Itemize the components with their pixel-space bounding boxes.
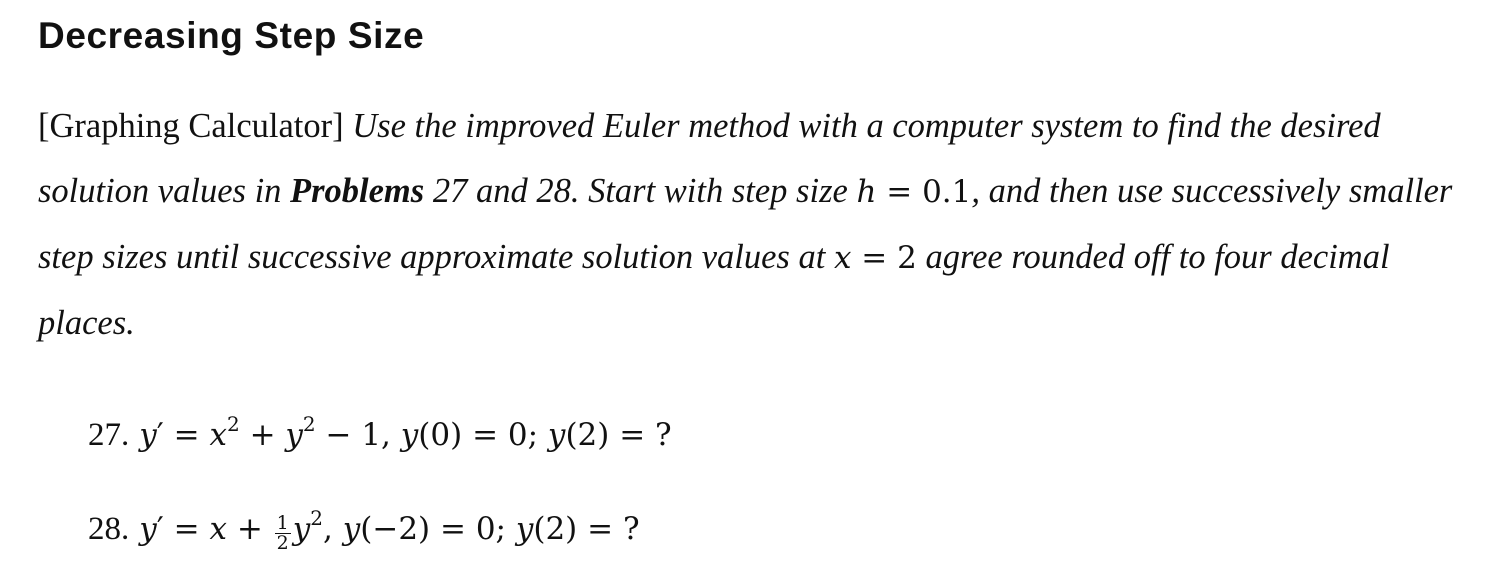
one-half-fraction [275, 514, 291, 553]
x-variable: x [209, 417, 227, 453]
x-value: = 2 [851, 240, 917, 276]
x-value-math [834, 240, 917, 276]
problem-number: 27. [88, 417, 130, 453]
instructions-text: , and then use successively smaller step sizes until successive approximate solution values at [38, 172, 1453, 276]
page-title: Decreasing Step Size [38, 15, 425, 56]
target-value: (2) = ? [533, 511, 640, 547]
problem-equation [139, 412, 672, 453]
instructions-text: 27 and 28. Start with step size [424, 172, 857, 210]
problem-number: 28. [88, 511, 130, 547]
y-variable: y [139, 511, 157, 547]
equation-text: ′ = [156, 511, 210, 547]
y-variable: y [400, 417, 419, 453]
exponent: 2 [226, 412, 240, 436]
instructions-paragraph [38, 94, 1478, 356]
equation-text: − 1, [315, 417, 401, 453]
initial-condition: (0) = 0; [418, 417, 548, 453]
equation-text: ′ = [156, 417, 210, 453]
problem-equation [139, 506, 640, 554]
exponent: 2 [302, 412, 316, 436]
fraction-numerator: 1 [276, 512, 289, 534]
problems-bold-text: Problems [290, 172, 425, 210]
initial-condition: (−2) = 0; [360, 511, 516, 547]
y-variable: y [547, 417, 566, 453]
h-variable: h [856, 174, 877, 210]
target-value: (2) = ? [565, 417, 672, 453]
y-variable: y [292, 511, 311, 547]
y-variable: y [285, 417, 303, 453]
step-size-value: = 0.1 [876, 174, 972, 210]
equation-text: , [323, 511, 343, 547]
y-variable: y [139, 417, 157, 453]
graphing-calculator-tag: [Graphing Calculator] [38, 107, 344, 145]
x-variable: x [209, 511, 227, 547]
step-size-math [856, 174, 971, 210]
exponent: 2 [310, 506, 324, 530]
problem-28 [88, 504, 640, 554]
y-variable: y [515, 511, 534, 547]
equation-text: + [239, 417, 286, 453]
y-variable: y [342, 511, 361, 547]
equation-text: + [226, 511, 273, 547]
instructions-text: agree rounded off to four decimal places. [38, 238, 1390, 342]
instructions-text: Use the improved Euler method with a computer system to find the desired solution values in [38, 107, 1381, 210]
problem-27 [88, 410, 672, 460]
x-variable: x [833, 240, 852, 276]
fraction-denominator: 2 [276, 532, 289, 554]
